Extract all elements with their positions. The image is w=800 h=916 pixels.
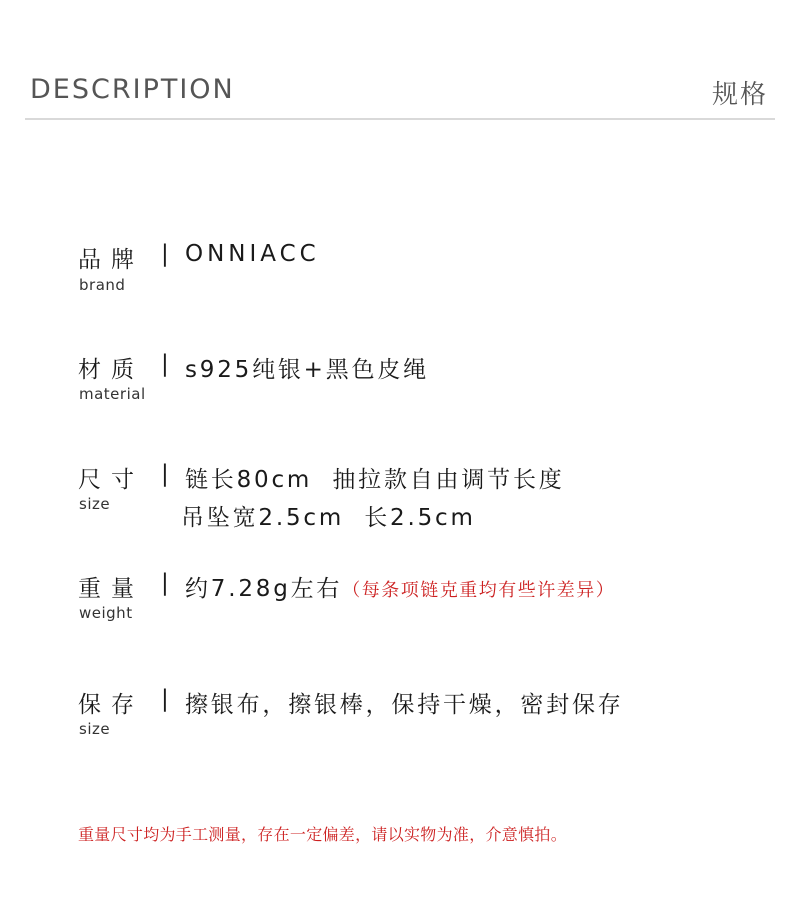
spec-separator: | — [161, 686, 169, 712]
spec-separator: | — [161, 351, 169, 377]
spec-label-en: brand — [79, 276, 126, 294]
spec-value: 擦银布，擦银棒，保持干燥，密封保存 — [185, 692, 624, 718]
spec-label-en: size — [79, 720, 111, 738]
spec-label-cn: 尺寸 — [78, 467, 144, 493]
spec-separator: | — [161, 461, 169, 487]
spec-value: ONNIACC — [185, 241, 320, 267]
spec-separator: | — [161, 241, 169, 267]
spec-label-en: size — [79, 495, 111, 513]
spec-value-line2: 吊坠宽2.5cm 长2.5cm — [181, 505, 476, 531]
spec-value: 约7.28g左右 — [185, 576, 343, 602]
header-title-cn: 规格 — [711, 80, 768, 110]
measurement-disclaimer: 重量尺寸均为手工测量，存在一定偏差，请以实物为准，介意慎拍。 — [78, 825, 568, 844]
weight-variance-note: （每条项链克重均有些许差异） — [342, 580, 616, 601]
spec-value-group — [185, 570, 615, 603]
header-divider — [25, 118, 775, 120]
spec-value: 链长80cm 抽拉款自由调节长度 — [185, 467, 565, 493]
spec-label-cn: 材质 — [78, 357, 144, 383]
spec-label-en: weight — [79, 604, 133, 622]
header-title-en: DESCRIPTION — [30, 74, 235, 105]
spec-value: s925纯银+黑色皮绳 — [185, 357, 429, 383]
spec-separator: | — [161, 570, 169, 596]
spec-label-cn: 品牌 — [78, 247, 144, 273]
spec-label-cn: 重量 — [78, 576, 144, 602]
spec-label-cn: 保存 — [78, 692, 144, 718]
spec-label-en: material — [79, 385, 146, 403]
